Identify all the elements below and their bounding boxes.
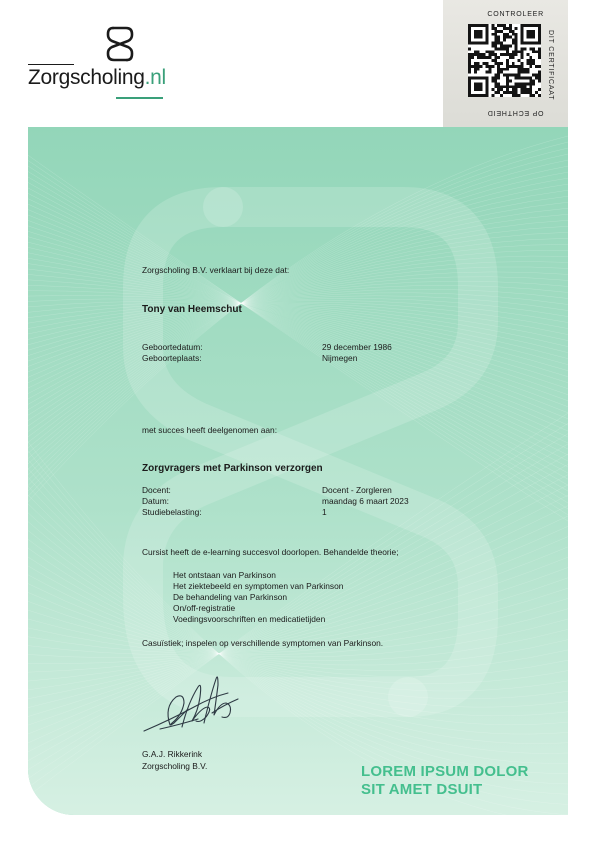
qr-caption-side: DIT CERTIFICAAT [547,30,554,101]
theory-list [173,570,343,625]
birth-place-value: Nijmegen [322,353,358,363]
zorgscholing-mark-icon [105,26,135,62]
slogan-line-2: SIT AMET DSUIT [361,781,483,798]
casuistiek-text: Casuïstiek; inspelen op verschillende symptomen van Parkinson. [142,638,384,648]
logo-top-line [28,64,74,65]
qr-verification-box[interactable] [443,0,568,127]
participant-name: Tony van Heemschut [142,304,242,315]
birth-place-label: Geboorteplaats: [142,353,202,363]
signature-icon [142,667,242,737]
birth-date-value: 29 december 1986 [322,342,392,352]
signer-name: G.A.J. Rikkerink [142,749,203,759]
list-item: Het ontstaan van Parkinson [173,570,276,580]
declaration-text: Zorgscholing B.V. verklaart bij deze dat: [142,265,290,275]
list-item: Voedingsvoorschriften en medicatietijden [173,614,326,624]
zorgscholing-logo[interactable] [28,26,168,102]
teacher-value: Docent - Zorgleren [322,485,392,495]
study-load-label: Studiebelasting: [142,507,202,517]
theory-intro: Cursist heeft de e-learning succesvol doorlopen. Behandelde theorie; [142,547,399,557]
participated-text: met succes heeft deelgenomen aan: [142,425,278,435]
course-title: Zorgvragers met Parkinson verzorgen [142,463,323,474]
list-item: On/off-registratie [173,603,236,613]
slogan [361,763,529,799]
qr-code-icon[interactable] [468,24,541,97]
qr-caption-top: CONTROLEER [487,11,544,18]
signer-organization: Zorgscholing B.V. [142,761,208,771]
date-value: maandag 6 maart 2023 [322,496,409,506]
logo-word: Zorgscholing [28,66,145,89]
list-item: De behandeling van Parkinson [173,592,288,602]
birth-date-label: Geboortedatum: [142,342,203,352]
teacher-label: Docent: [142,485,171,495]
logo-underline [116,97,163,99]
qr-caption-bottom: OP ECHTHEID [487,109,544,116]
date-label: Datum: [142,496,169,506]
logo-wordmark [28,66,166,90]
slogan-line-1: LOREM IPSUM DOLOR [361,763,529,780]
study-load-value: 1 [322,507,327,517]
list-item: Het ziektebeeld en symptomen van Parkinson [173,581,344,591]
logo-tld: .nl [144,66,166,89]
certificate-panel [28,127,568,815]
